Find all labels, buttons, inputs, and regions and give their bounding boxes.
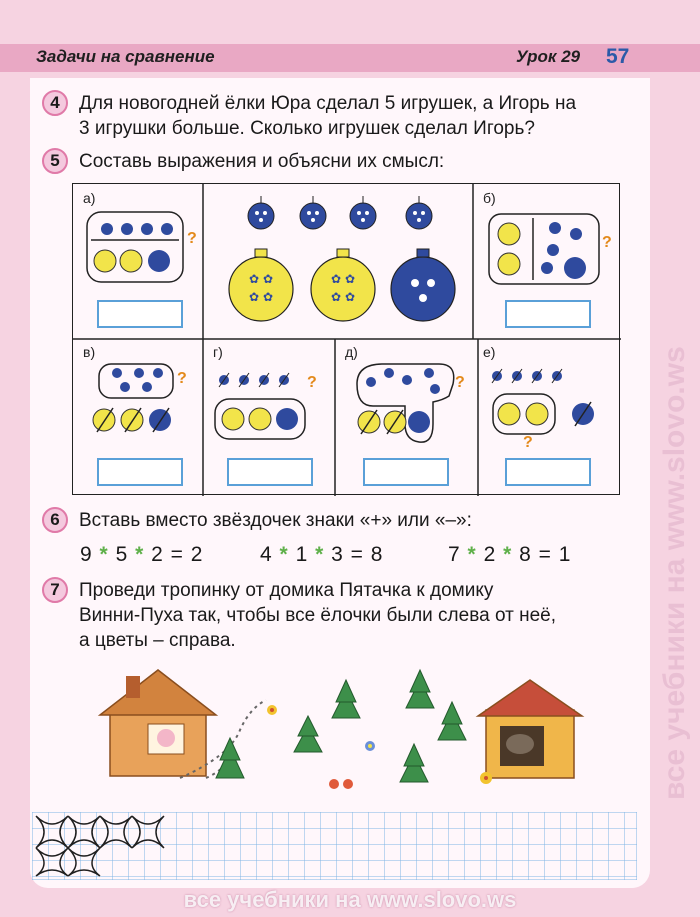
expr-2-a: 4 [260,543,273,566]
task-5-text: Составь выражения и объясни их смысл: [79,151,445,172]
cell-g-label: г) [213,344,223,360]
expr-3-a: 7 [448,543,461,566]
cell-v-label: в) [83,344,96,360]
task-5-grid [72,183,620,495]
expr-3-star-2[interactable]: * [503,543,513,566]
cell-v-question: ? [177,370,187,387]
cell-a-drawing [87,212,183,282]
expr-3-b: 2 [483,543,497,566]
svg-text:✿: ✿ [331,290,342,304]
bottom-watermark: все учебники на www.slovo.ws [183,887,517,912]
expr-2-star-1[interactable]: * [279,543,289,566]
cell-d-question: ? [455,374,465,391]
expression-1 [80,543,203,567]
ornaments-drawing [229,196,455,321]
answer-box-e[interactable] [505,458,591,486]
task-6-number: 6 [42,507,68,533]
cell-b-question: ? [602,234,612,251]
expr-1-c: 2 = 2 [151,543,204,566]
cell-d-drawing [357,364,454,442]
task-7-line-1: Проведи тропинку от домика Пятачка к домику [79,580,494,601]
lesson-label: Урок 29 [516,47,581,66]
cell-a-label: а) [83,190,96,206]
cell-v-drawing [93,364,173,432]
fir-trees-drawing [216,670,466,782]
expression-3 [448,543,571,567]
svg-text:✿: ✿ [345,272,356,286]
task-6-text: Вставь вместо звёздочек знаки «+» или «–»: [79,510,472,531]
cell-e-question: ? [523,434,533,451]
side-watermark [648,160,698,800]
task-4-line-2: 3 игрушки больше. Сколько игрушек сделал Игорь? [79,118,535,139]
answer-box-a[interactable] [97,300,183,328]
piglet-house-drawing [100,670,216,776]
expr-2-b: 1 [295,543,309,566]
cell-a-question: ? [187,230,197,247]
svg-text:✿: ✿ [263,272,274,286]
section-title: Задачи на сравнение [36,47,215,66]
task-5-number: 5 [42,148,68,174]
page-number: 57 [606,45,630,68]
squared-paper [32,812,637,880]
answer-box-v[interactable] [97,458,183,486]
page-header [0,44,700,72]
pooh-house-drawing [478,680,582,778]
expr-3-star-1[interactable]: * [467,543,477,566]
task-7-number: 7 [42,577,68,603]
answer-box-g[interactable] [227,458,313,486]
svg-text:✿: ✿ [263,290,274,304]
task-4-number: 4 [42,90,68,116]
cell-e-drawing [492,369,594,434]
side-watermark-text: все учебники на www.slovo.ws [658,346,691,800]
task-4-line-1: Для новогодней ёлки Юра сделал 5 игрушек, а Игорь на [79,93,577,114]
cell-b-drawing [489,214,599,284]
svg-text:✿: ✿ [331,272,342,286]
path-illustration [30,660,650,810]
answer-box-b[interactable] [505,300,591,328]
expr-1-star-2[interactable]: * [135,543,145,566]
expr-2-c: 3 = 8 [331,543,384,566]
svg-text:✿: ✿ [345,290,356,304]
svg-text:✿: ✿ [249,272,260,286]
cell-b-label: б) [483,190,496,206]
expr-2-star-2[interactable]: * [315,543,325,566]
cell-e-label: е) [483,344,496,360]
cell-g-drawing [215,373,305,439]
expr-1-star-1[interactable]: * [99,543,109,566]
expression-2 [260,543,383,567]
expr-3-c: 8 = 1 [519,543,572,566]
expr-1-b: 5 [115,543,129,566]
expr-1-a: 9 [80,543,93,566]
task-7-line-3: а цветы – справа. [79,630,236,651]
grid-drawing [73,184,621,496]
answer-box-d[interactable] [363,458,449,486]
svg-text:✿: ✿ [249,290,260,304]
cell-g-question: ? [307,374,317,391]
task-7-line-2: Винни-Пуха так, чтобы все ёлочки были слева от неё, [79,605,556,626]
cell-d-label: д) [345,344,358,360]
